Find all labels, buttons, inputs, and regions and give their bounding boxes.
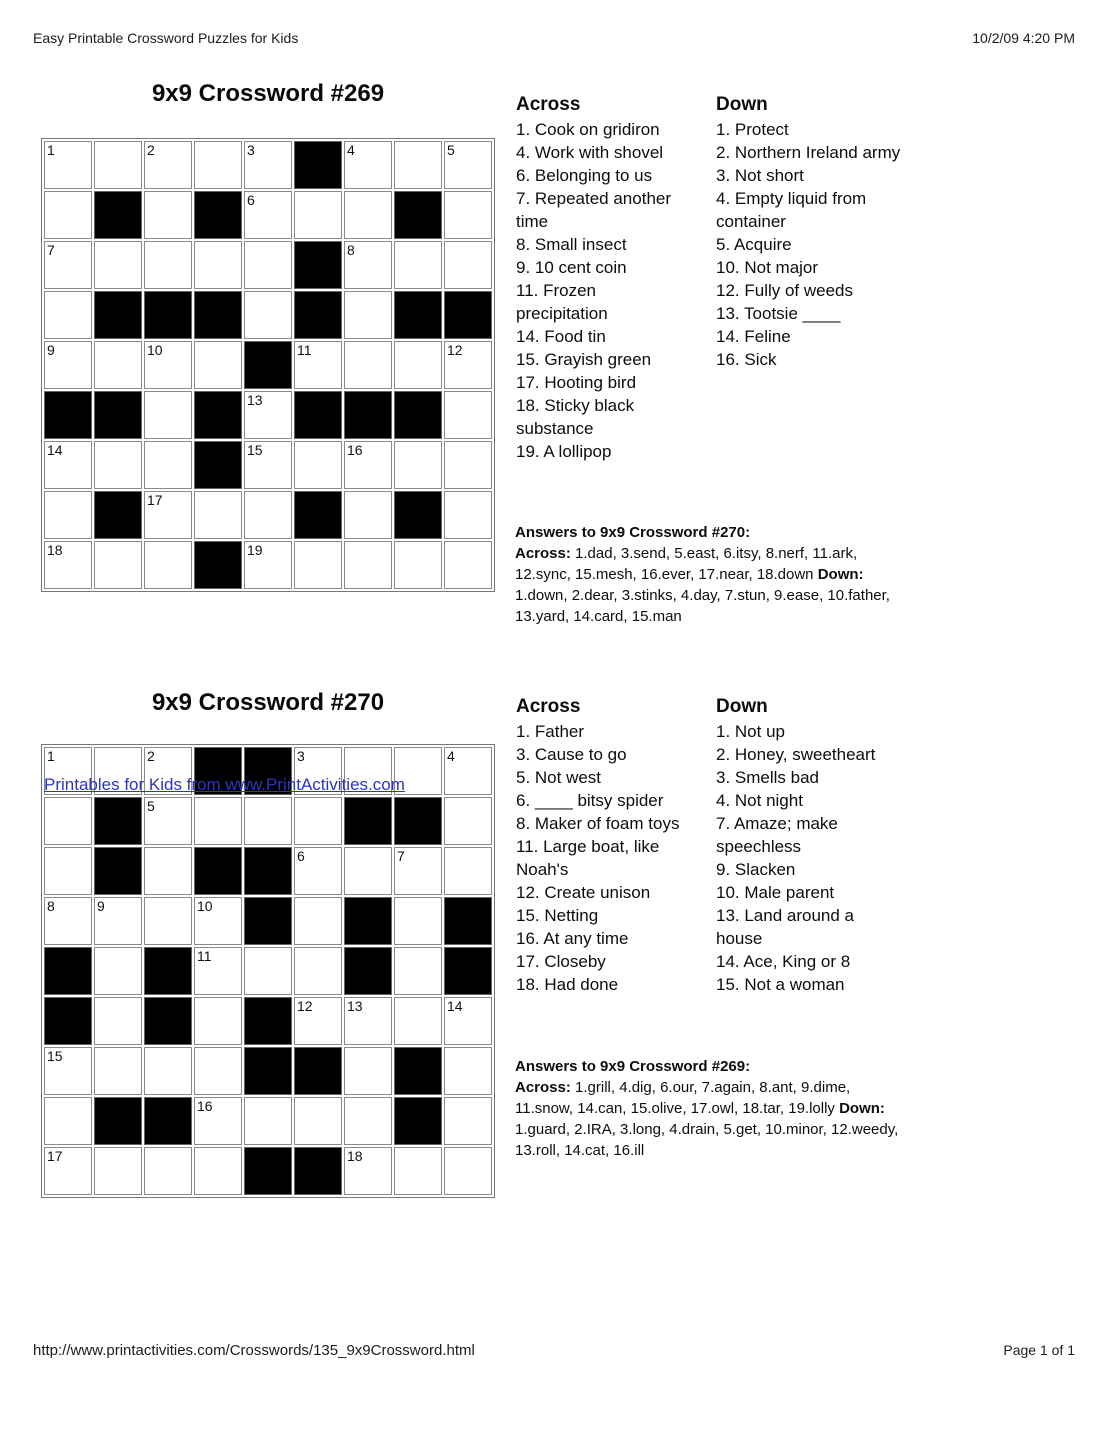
grid-cell — [244, 541, 292, 589]
grid-cell — [94, 341, 142, 389]
cell-number: 15 — [47, 1048, 63, 1064]
clue-line: 12. Fully of weeds — [716, 281, 854, 300]
grid-cell — [194, 997, 242, 1045]
grid-cell — [194, 491, 242, 539]
grid-cell — [244, 391, 292, 439]
grid-cell — [144, 1147, 192, 1195]
clue-line: 11. Frozen — [516, 281, 597, 300]
black-cell — [394, 797, 442, 845]
cell-number: 10 — [147, 342, 163, 358]
cell-number: 9 — [47, 342, 55, 358]
grid-cell — [344, 1047, 392, 1095]
clue-line: time — [516, 212, 549, 231]
clue-line: container — [716, 212, 786, 231]
black-cell — [194, 291, 242, 339]
black-cell — [44, 947, 92, 995]
clue-line: 9. 10 cent coin — [516, 258, 627, 277]
answers-line: 1.down, 2.dear, 3.stinks, 4.day, 7.stun, 9.ease, 10.father, — [515, 587, 890, 604]
grid-cell — [194, 1047, 242, 1095]
grid-cell — [44, 897, 92, 945]
grid-cell — [244, 141, 292, 189]
answers-line: 11.snow, 14.can, 15.olive, 17.owl, 18.tar, 19.lolly Down: — [515, 1100, 885, 1117]
cell-number: 1 — [47, 748, 55, 764]
clue-list — [516, 118, 671, 463]
grid-cell — [244, 797, 292, 845]
grid-cell — [344, 541, 392, 589]
cell-number: 12 — [297, 998, 313, 1014]
black-cell — [244, 897, 292, 945]
clue-line: 7. Amaze; make — [716, 814, 838, 833]
grid-cell — [344, 491, 392, 539]
grid-cell — [194, 1097, 242, 1145]
clue-line: 5. Not west — [516, 768, 602, 787]
grid-cell — [444, 441, 492, 489]
cell-number: 16 — [197, 1098, 213, 1114]
grid-cell — [344, 241, 392, 289]
grid-cell — [444, 391, 492, 439]
clue-line: house — [716, 929, 763, 948]
across-heading: Across — [516, 94, 581, 115]
grid-cell — [44, 1147, 92, 1195]
clue-line: 17. Closeby — [516, 952, 606, 971]
grid-cell — [144, 797, 192, 845]
grid-cell — [444, 1097, 492, 1145]
grid-cell — [94, 997, 142, 1045]
grid-cell — [94, 141, 142, 189]
grid-cell — [394, 1147, 442, 1195]
grid-cell — [194, 797, 242, 845]
grid-cell — [394, 341, 442, 389]
grid-cell — [44, 1097, 92, 1145]
grid-cell — [44, 241, 92, 289]
clue-line: 3. Smells bad — [716, 768, 819, 787]
grid-cell — [144, 541, 192, 589]
cell-number: 11 — [197, 948, 212, 964]
cell-number: 13 — [247, 392, 263, 408]
clues-270-across — [516, 695, 679, 996]
clue-line: 6. ____ bitsy spider — [516, 791, 664, 810]
black-cell — [94, 291, 142, 339]
black-cell — [194, 191, 242, 239]
grid-cell — [294, 997, 342, 1045]
clue-line: 2. Northern Ireland army — [716, 143, 901, 162]
cell-number: 14 — [47, 442, 63, 458]
black-cell — [244, 847, 292, 895]
grid-cell — [144, 1047, 192, 1095]
black-cell — [344, 797, 392, 845]
grid-cell — [294, 541, 342, 589]
printables-link[interactable]: Printables for Kids from www.PrintActivities.com — [44, 775, 405, 794]
grid-cell — [394, 241, 442, 289]
crossword-grid-270 — [41, 744, 495, 1198]
clue-line: 18. Sticky black — [516, 396, 635, 415]
grid-cell — [44, 491, 92, 539]
grid-cell — [344, 341, 392, 389]
grid-cell — [394, 847, 442, 895]
answers-line: 12.sync, 15.mesh, 16.ever, 17.near, 18.down Down: — [515, 566, 864, 583]
clue-line: 17. Hooting bird — [516, 373, 637, 392]
grid-cell — [294, 1097, 342, 1145]
grid-cell — [344, 847, 392, 895]
grid-cell — [94, 241, 142, 289]
grid-cell — [444, 141, 492, 189]
cell-number: 7 — [47, 242, 55, 258]
answers-text — [515, 1077, 1015, 1161]
grid-cell — [194, 141, 242, 189]
clue-line: 3. Not short — [716, 166, 804, 185]
cell-number: 18 — [47, 542, 63, 558]
grid-cell — [294, 947, 342, 995]
clue-list — [716, 720, 875, 996]
grid-cell — [444, 747, 492, 795]
grid-cell — [144, 141, 192, 189]
cell-number: 14 — [447, 998, 463, 1014]
clue-line: 1. Father — [516, 722, 585, 741]
grid-cell — [244, 491, 292, 539]
answers-line: 13.roll, 14.cat, 16.ill — [515, 1142, 645, 1159]
grid-cell — [394, 541, 442, 589]
clues-270-down — [716, 695, 875, 996]
grid-cell — [344, 141, 392, 189]
clue-line: 13. Tootsie ____ — [716, 304, 841, 323]
black-cell — [194, 847, 242, 895]
grid-cell — [194, 897, 242, 945]
clue-line: 7. Repeated another — [516, 189, 672, 208]
cell-number: 5 — [147, 798, 155, 814]
cell-number: 19 — [247, 542, 263, 558]
grid-cell — [394, 441, 442, 489]
cell-number: 10 — [197, 898, 213, 914]
clues-269-down — [716, 93, 900, 371]
black-cell — [194, 441, 242, 489]
black-cell — [294, 491, 342, 539]
clue-line: 14. Ace, King or 8 — [716, 952, 851, 971]
grid-cell — [144, 341, 192, 389]
black-cell — [244, 1147, 292, 1195]
black-cell — [344, 947, 392, 995]
answers-title: Answers to 9x9 Crossword #270: — [515, 524, 751, 541]
black-cell — [94, 847, 142, 895]
cell-number: 1 — [47, 142, 55, 158]
cell-number: 5 — [447, 142, 455, 158]
clue-line: 14. Feline — [716, 327, 791, 346]
clue-line: 8. Maker of foam toys — [516, 814, 680, 833]
grid-cell — [294, 847, 342, 895]
black-cell — [144, 947, 192, 995]
grid-cell — [44, 541, 92, 589]
grid-cell — [244, 947, 292, 995]
grid-cell — [444, 541, 492, 589]
grid-cell — [244, 1097, 292, 1145]
black-cell — [44, 997, 92, 1045]
clue-line: 16. Sick — [716, 350, 777, 369]
grid-cell — [44, 141, 92, 189]
clue-line: 15. Netting — [516, 906, 599, 925]
black-cell — [294, 291, 342, 339]
black-cell — [294, 241, 342, 289]
grid-cell — [344, 997, 392, 1045]
grid-cell — [294, 797, 342, 845]
clue-line: 18. Had done — [516, 975, 619, 994]
answers-line: Across: 1.dad, 3.send, 5.east, 6.itsy, 8.nerf, 11.ark, — [515, 545, 858, 562]
clue-line: 4. Work with shovel — [516, 143, 664, 162]
clue-line: 10. Not major — [716, 258, 819, 277]
black-cell — [344, 897, 392, 945]
cell-number: 13 — [347, 998, 363, 1014]
grid-cell — [194, 947, 242, 995]
grid-cell — [444, 1147, 492, 1195]
clues-269-across — [516, 93, 671, 463]
clue-list — [716, 118, 900, 371]
cell-number: 2 — [147, 142, 155, 158]
cell-number: 11 — [297, 342, 312, 358]
grid-cell — [44, 191, 92, 239]
grid-cell — [144, 491, 192, 539]
clue-line: substance — [516, 419, 594, 438]
black-cell — [244, 1047, 292, 1095]
grid-cell — [194, 241, 242, 289]
grid-cell — [44, 341, 92, 389]
grid-cell — [444, 241, 492, 289]
grid-cell — [344, 291, 392, 339]
puzzle-title-270: 9x9 Crossword #270 — [151, 689, 385, 716]
black-cell — [244, 997, 292, 1045]
clue-line: 1. Cook on gridiron — [516, 120, 660, 139]
cell-number: 4 — [447, 748, 455, 764]
grid-cell — [444, 997, 492, 1045]
black-cell — [444, 897, 492, 945]
grid-cell — [444, 797, 492, 845]
cell-number: 17 — [47, 1148, 63, 1164]
clue-line: 14. Food tin — [516, 327, 606, 346]
grid-cell — [394, 947, 442, 995]
clue-line: 16. At any time — [516, 929, 629, 948]
black-cell — [194, 541, 242, 589]
answers-line: 1.guard, 2.IRA, 3.long, 4.drain, 5.get, 10.minor, 12.weedy, — [515, 1121, 899, 1138]
black-cell — [94, 1097, 142, 1145]
clue-line: 13. Land around a — [716, 906, 855, 925]
answers-line: 13.yard, 14.card, 15.man — [515, 608, 682, 625]
clue-line: 10. Male parent — [716, 883, 835, 902]
cell-number: 7 — [397, 848, 405, 864]
black-cell — [44, 391, 92, 439]
grid-cell — [344, 191, 392, 239]
clue-line: precipitation — [516, 304, 608, 323]
grid-cell — [194, 1147, 242, 1195]
grid-cell — [44, 441, 92, 489]
black-cell — [444, 291, 492, 339]
grid-cell — [294, 441, 342, 489]
clue-line: 9. Slacken — [716, 860, 796, 879]
grid-cell — [244, 191, 292, 239]
clue-line: 12. Create unison — [516, 883, 651, 902]
cell-number: 6 — [297, 848, 305, 864]
clue-line: 11. Large boat, like — [516, 837, 660, 856]
black-cell — [394, 1047, 442, 1095]
grid-cell — [144, 441, 192, 489]
grid-cell — [444, 847, 492, 895]
grid-cell — [294, 897, 342, 945]
cell-number: 9 — [97, 898, 105, 914]
crossword-grid-269 — [41, 138, 495, 592]
cell-number: 3 — [247, 142, 255, 158]
black-cell — [294, 391, 342, 439]
source-url: http://www.printactivities.com/Crosswords/135_9x9Crossword.html — [33, 1342, 475, 1359]
black-cell — [294, 141, 342, 189]
clue-line: 6. Belonging to us — [516, 166, 653, 185]
grid-cell — [394, 997, 442, 1045]
black-cell — [94, 391, 142, 439]
grid-cell — [344, 441, 392, 489]
across-heading: Across — [516, 696, 581, 717]
answers-block-269 — [515, 1056, 1015, 1161]
grid-cell — [94, 441, 142, 489]
black-cell — [144, 291, 192, 339]
cell-number: 4 — [347, 142, 355, 158]
grid-cell — [444, 491, 492, 539]
clue-line: 3. Cause to go — [516, 745, 627, 764]
grid-cell — [44, 847, 92, 895]
clue-line: 8. Small insect — [516, 235, 627, 254]
answers-block-270 — [515, 522, 1015, 627]
clue-line: 5. Acquire — [716, 235, 792, 254]
black-cell — [394, 191, 442, 239]
cell-number: 3 — [297, 748, 305, 764]
black-cell — [244, 341, 292, 389]
grid-cell — [144, 241, 192, 289]
black-cell — [94, 191, 142, 239]
grid-cell — [344, 1097, 392, 1145]
black-cell — [294, 1147, 342, 1195]
puzzle-title-269: 9x9 Crossword #269 — [151, 80, 385, 107]
black-cell — [344, 391, 392, 439]
cell-number: 2 — [147, 748, 155, 764]
grid-cell — [444, 1047, 492, 1095]
black-cell — [394, 291, 442, 339]
grid-cell — [94, 947, 142, 995]
black-cell — [394, 1097, 442, 1145]
grid-cell — [94, 897, 142, 945]
down-heading: Down — [716, 94, 768, 115]
grid-cell — [244, 441, 292, 489]
clue-line: speechless — [716, 837, 802, 856]
print-timestamp: 10/2/09 4:20 PM — [972, 30, 1075, 46]
black-cell — [294, 1047, 342, 1095]
clue-line: 1. Protect — [716, 120, 789, 139]
cell-number: 15 — [247, 442, 263, 458]
grid-cell — [244, 291, 292, 339]
down-heading: Down — [716, 696, 768, 717]
black-cell — [394, 491, 442, 539]
black-cell — [94, 491, 142, 539]
black-cell — [94, 797, 142, 845]
clue-line: 4. Empty liquid from — [716, 189, 867, 208]
black-cell — [444, 947, 492, 995]
grid-cell — [444, 341, 492, 389]
clue-line: 19. A lollipop — [516, 442, 612, 461]
grid-cell — [344, 1147, 392, 1195]
clue-list — [516, 720, 679, 996]
grid-cell — [394, 141, 442, 189]
black-cell — [194, 391, 242, 439]
grid-cell — [144, 897, 192, 945]
cell-number: 12 — [447, 342, 463, 358]
page-number: Page 1 of 1 — [1003, 1342, 1075, 1358]
grid-cell — [444, 191, 492, 239]
grid-cell — [244, 241, 292, 289]
answers-title: Answers to 9x9 Crossword #269: — [515, 1058, 751, 1075]
cell-number: 18 — [347, 1148, 363, 1164]
grid-cell — [44, 1047, 92, 1095]
cell-number: 6 — [247, 192, 255, 208]
black-cell — [394, 391, 442, 439]
grid-cell — [144, 191, 192, 239]
grid-cell — [94, 541, 142, 589]
clue-line: 2. Honey, sweetheart — [716, 745, 876, 764]
black-cell — [144, 1097, 192, 1145]
cell-number: 8 — [347, 242, 355, 258]
answers-text — [515, 543, 1015, 627]
clue-line: 15. Not a woman — [716, 975, 845, 994]
grid-cell — [144, 391, 192, 439]
answers-line: Across: 1.grill, 4.dig, 6.our, 7.again, 8.ant, 9.dime, — [515, 1079, 851, 1096]
grid-cell — [294, 191, 342, 239]
cell-number: 16 — [347, 442, 363, 458]
cell-number: 8 — [47, 898, 55, 914]
clue-line: 4. Not night — [716, 791, 803, 810]
black-cell — [144, 997, 192, 1045]
grid-cell — [394, 897, 442, 945]
clue-line: Noah's — [516, 860, 569, 879]
grid-cell — [44, 797, 92, 845]
clue-line: 15. Grayish green — [516, 350, 652, 369]
grid-cell — [44, 291, 92, 339]
grid-cell — [94, 1147, 142, 1195]
grid-cell — [194, 341, 242, 389]
clue-line: 1. Not up — [716, 722, 785, 741]
grid-cell — [94, 1047, 142, 1095]
grid-cell — [294, 341, 342, 389]
cell-number: 17 — [147, 492, 163, 508]
grid-cell — [144, 847, 192, 895]
document-header-title: Easy Printable Crossword Puzzles for Kids — [33, 30, 299, 46]
